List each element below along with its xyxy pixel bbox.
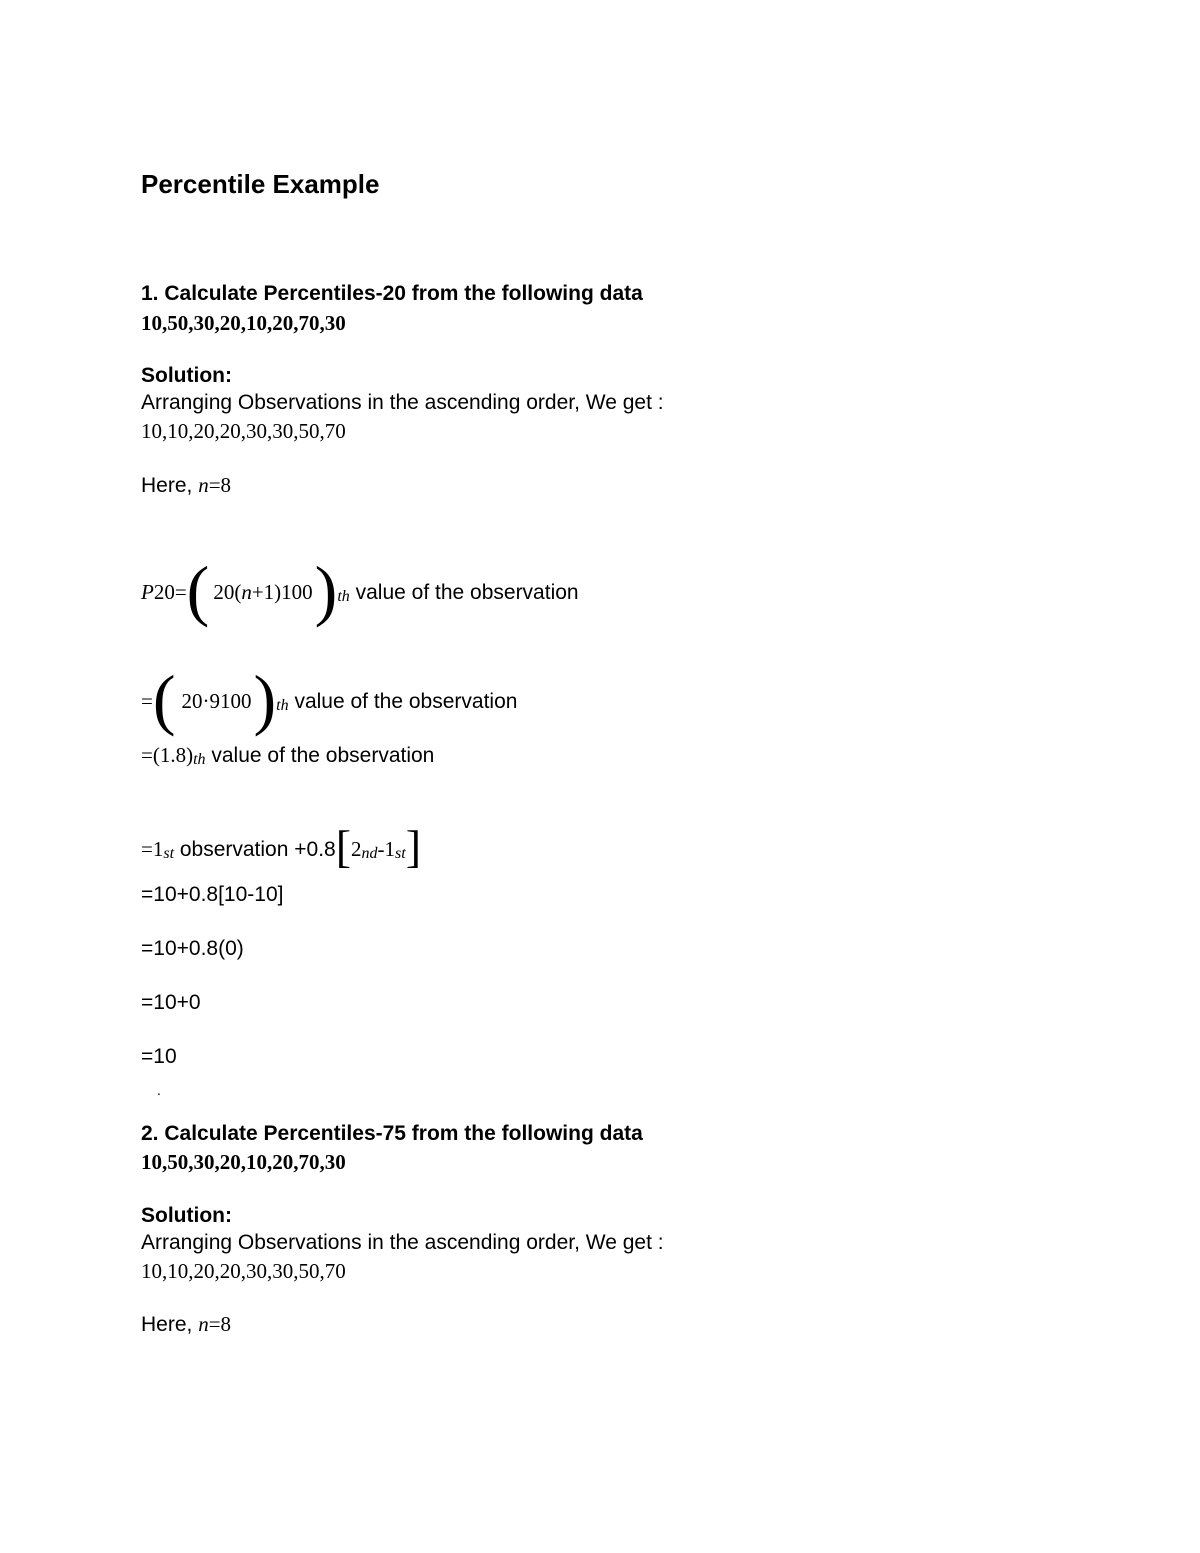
q1-sorted-data: 10,10,20,20,30,30,50,70 <box>141 419 346 443</box>
q2-here-n <box>141 1312 231 1337</box>
q1-step3-value-text: value of the observation <box>205 744 435 767</box>
q1-th-suffix: th <box>337 588 350 605</box>
q1-step4-c: 2 <box>351 837 362 861</box>
q1-frac1-b: +1)100 <box>251 580 313 604</box>
q1-step2-left-paren: ( <box>152 661 176 737</box>
q1-value-text: value of the observation <box>349 581 579 604</box>
q1-solution-label: Solution: <box>141 364 232 387</box>
q1-step2 <box>141 651 518 737</box>
q1-p20-formula <box>141 542 579 628</box>
q1-p-subscript: 20 <box>153 580 175 604</box>
q2-n-value: =8 <box>208 1312 232 1336</box>
q1-equals: = <box>174 580 187 604</box>
q1-arranging-text: Arranging Observations in the ascending order, We get : <box>141 391 664 414</box>
q1-right-paren: ) <box>314 552 338 628</box>
q1-step3-th: th <box>193 751 206 768</box>
q1-left-paren: ( <box>186 552 210 628</box>
q1-step5: =10+0.8[10-10] <box>141 883 284 906</box>
q1-step2-equals: = <box>141 689 153 713</box>
q1-step4-d: -1 <box>377 837 396 861</box>
q1-dot: . <box>157 1082 161 1098</box>
q1-step4-st: st <box>163 845 175 862</box>
page-title: Percentile Example <box>141 169 380 199</box>
q1-right-bracket: ] <box>405 821 422 872</box>
q2-heading: 2. Calculate Percentiles-75 from the following data <box>141 1122 643 1145</box>
q2-data: 10,50,30,20,10,20,70,30 <box>141 1150 346 1174</box>
q1-step3 <box>141 743 434 768</box>
q1-step7: =10+0 <box>141 991 201 1014</box>
q1-step6: =10+0.8(0) <box>141 937 244 960</box>
q1-frac2: 20·9100 <box>181 689 252 713</box>
q1-step4-b: observation +0.8 <box>174 838 336 861</box>
q1-left-bracket: [ <box>335 821 352 872</box>
q1-step4-a: =1 <box>141 837 164 861</box>
q1-frac1-n: n <box>241 580 252 604</box>
q1-here-prefix: Here, <box>141 474 199 497</box>
q1-frac1-a: 20( <box>213 580 242 604</box>
q1-step4 <box>141 818 422 872</box>
q1-step4-st2: st <box>395 845 406 862</box>
q1-heading: 1. Calculate Percentiles-20 from the following data <box>141 282 643 305</box>
q2-arranging-text: Arranging Observations in the ascending order, We get : <box>141 1231 664 1254</box>
q2-n-variable: n <box>198 1312 209 1336</box>
q1-n-value: =8 <box>208 473 232 497</box>
q2-sorted-data: 10,10,20,20,30,30,50,70 <box>141 1259 346 1283</box>
q1-step2-value-text: value of the observation <box>288 690 518 713</box>
q1-step2-th: th <box>276 697 289 714</box>
q1-step3-a: =(1.8) <box>141 743 194 767</box>
q1-p-variable: P <box>141 580 154 604</box>
q1-step2-right-paren: ) <box>253 661 277 737</box>
q1-data: 10,50,30,20,10,20,70,30 <box>141 311 346 335</box>
q1-here-n <box>141 473 231 498</box>
q1-n-variable: n <box>198 473 209 497</box>
q2-solution-label: Solution: <box>141 1204 232 1227</box>
q1-step4-nd: nd <box>361 845 378 862</box>
q2-here-prefix: Here, <box>141 1313 199 1336</box>
q1-step8: =10 <box>141 1045 177 1068</box>
